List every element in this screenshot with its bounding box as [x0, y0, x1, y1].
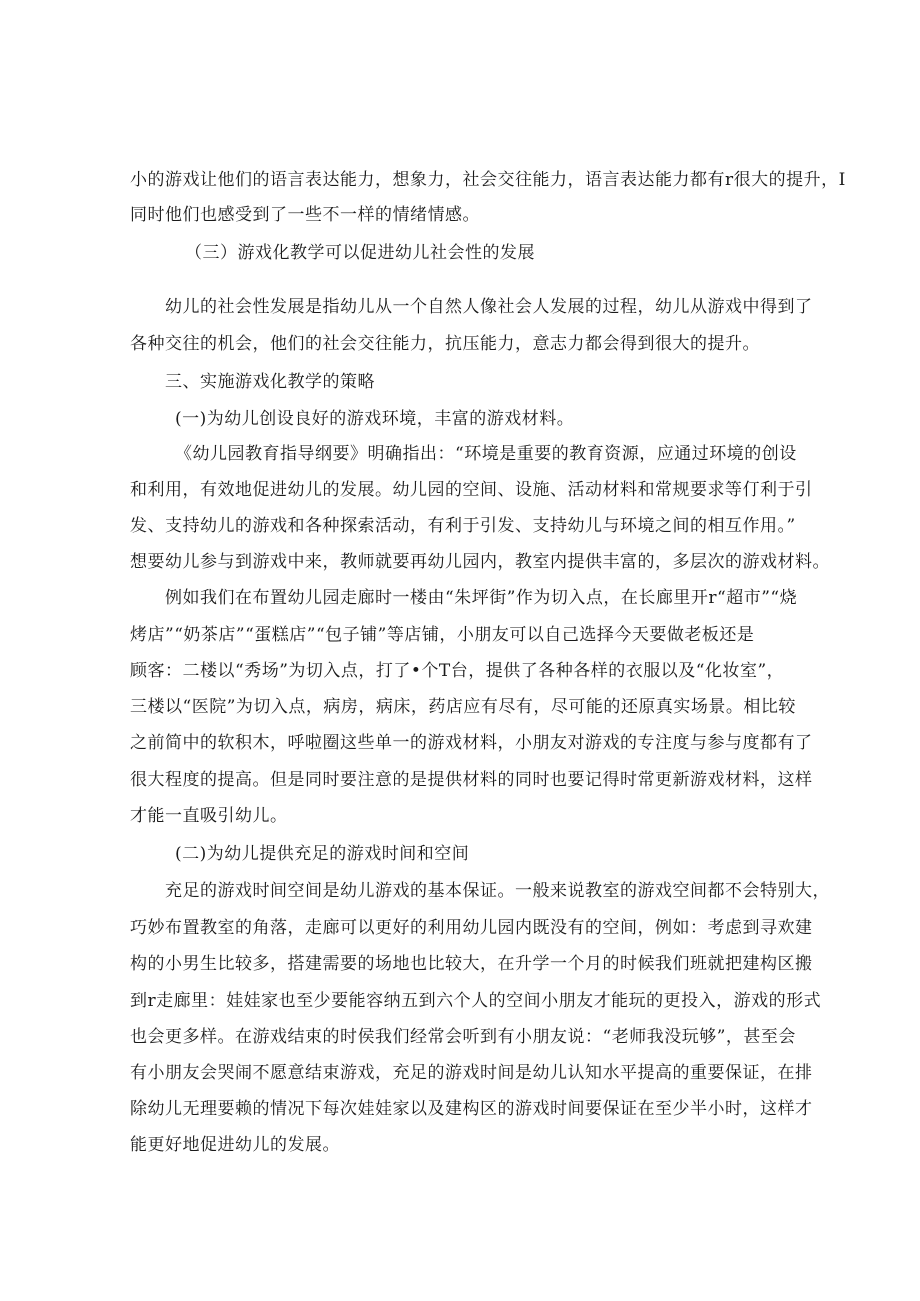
section-heading: 三、实施游戏化教学的策略 [165, 372, 375, 392]
paragraph-line: 之前简中的软积木，呼啦圈这些单一的游戏材料，小朋友对游戏的专注度与参与度都有了 [130, 733, 813, 753]
paragraph-line: 例如我们在布置幼儿园走廊时一楼由“朱坪街”作为切入点，在长廊里开r“超市”“烧 [165, 588, 798, 608]
paragraph-line: 幼儿的社会性发展是指幼儿从一个自然人像社会人发展的过程，幼儿从游戏中得到了 [165, 297, 813, 317]
paragraph-line: 巧妙布置教室的角落，走廊可以更好的利用幼儿园内既没有的空间，例如：考虑到寻欢建 [130, 918, 813, 938]
section-heading: （三）游戏化教学可以促进幼儿社会性的发展 [185, 243, 535, 263]
subsection-heading: (一)为幼儿创设良好的游戏环境，丰富的游戏材料。 [175, 409, 575, 429]
paragraph-line: 很大程度的提高。但是同时要注意的是提供材料的同时也要记得时常更新游戏材料，这样 [130, 770, 813, 790]
paragraph-line: 充足的游戏时间空间是幼儿游戏的基本保证。一般来说教室的游戏空间都不会特别大， [165, 881, 830, 901]
paragraph-line: 各种交往的机会，他们的社会交往能力，抗压能力，意志力都会得到很大的提升。 [130, 334, 760, 354]
paragraph-line: 三楼以“医院”为切入点，病房，病床，药店应有尽有，尽可能的还原真实场景。相比较 [130, 697, 796, 717]
subsection-heading: (二)为幼儿提供充足的游戏时间和空间 [175, 844, 470, 864]
paragraph-line: 烤店”“奶茶店”“蛋糕店”“包子铺”等店铺，小朋友可以自己选择今天要做老板还是 [130, 625, 755, 645]
paragraph-line: 除幼儿无理要赖的情况下每次娃娃家以及建构区的游戏时间要保证在至少半小时，这样才 [130, 1099, 813, 1119]
paragraph-line: 有小朋友会哭闹不愿意结束游戏，充足的游戏时间是幼儿认知水平提高的重要保证，在排 [130, 1063, 813, 1083]
paragraph-line: 也会更多样。在游戏结束的时侯我们经常会听到有小朋友说：“老师我没玩够”，甚至会 [130, 1027, 796, 1047]
paragraph-line: 发、支持幼儿的游戏和各种探索活动，有利于引发、支持幼儿与环境之间的相互作用。” [130, 516, 796, 536]
paragraph-line: 《幼儿园教育指导纲要》明确指出：“环境是重要的教育资源，应通过环境的创设 [175, 444, 797, 464]
paragraph-line: 和利用，有效地促进幼儿的发展。幼儿园的空间、设施、活动材料和常规要求等仃利于引 [130, 480, 813, 500]
paragraph-line: 能更好地促进幼儿的发展。 [130, 1135, 340, 1155]
paragraph-line: 小的游戏让他们的语言表达能力，想象力，社会交往能力，语言表达能力都有r很大的提升，I [130, 170, 846, 190]
paragraph-line: 想要幼儿参与到游戏中来，教师就要再幼儿园内，教室内提供丰富的，多层次的游戏材料。 [130, 552, 830, 572]
paragraph-line: 顾客：二楼以“秀场”为切入点，打了•个T台，提供了各种各样的衣服以及“化妆室”， [130, 661, 785, 681]
paragraph-line: 才能一直吸引幼儿。 [130, 806, 288, 826]
paragraph-line: 到r走廊里：娃娃家也至少要能容纳五到六个人的空间小朋友才能玩的更投入，游戏的形式 [130, 991, 822, 1011]
paragraph-line: 构的小男生比较多，搭建需要的场地也比较大，在升学一个月的时候我们班就把建构区搬 [130, 954, 813, 974]
paragraph-line: 同时他们也感受到了一些不一样的情绪情感。 [130, 205, 480, 225]
